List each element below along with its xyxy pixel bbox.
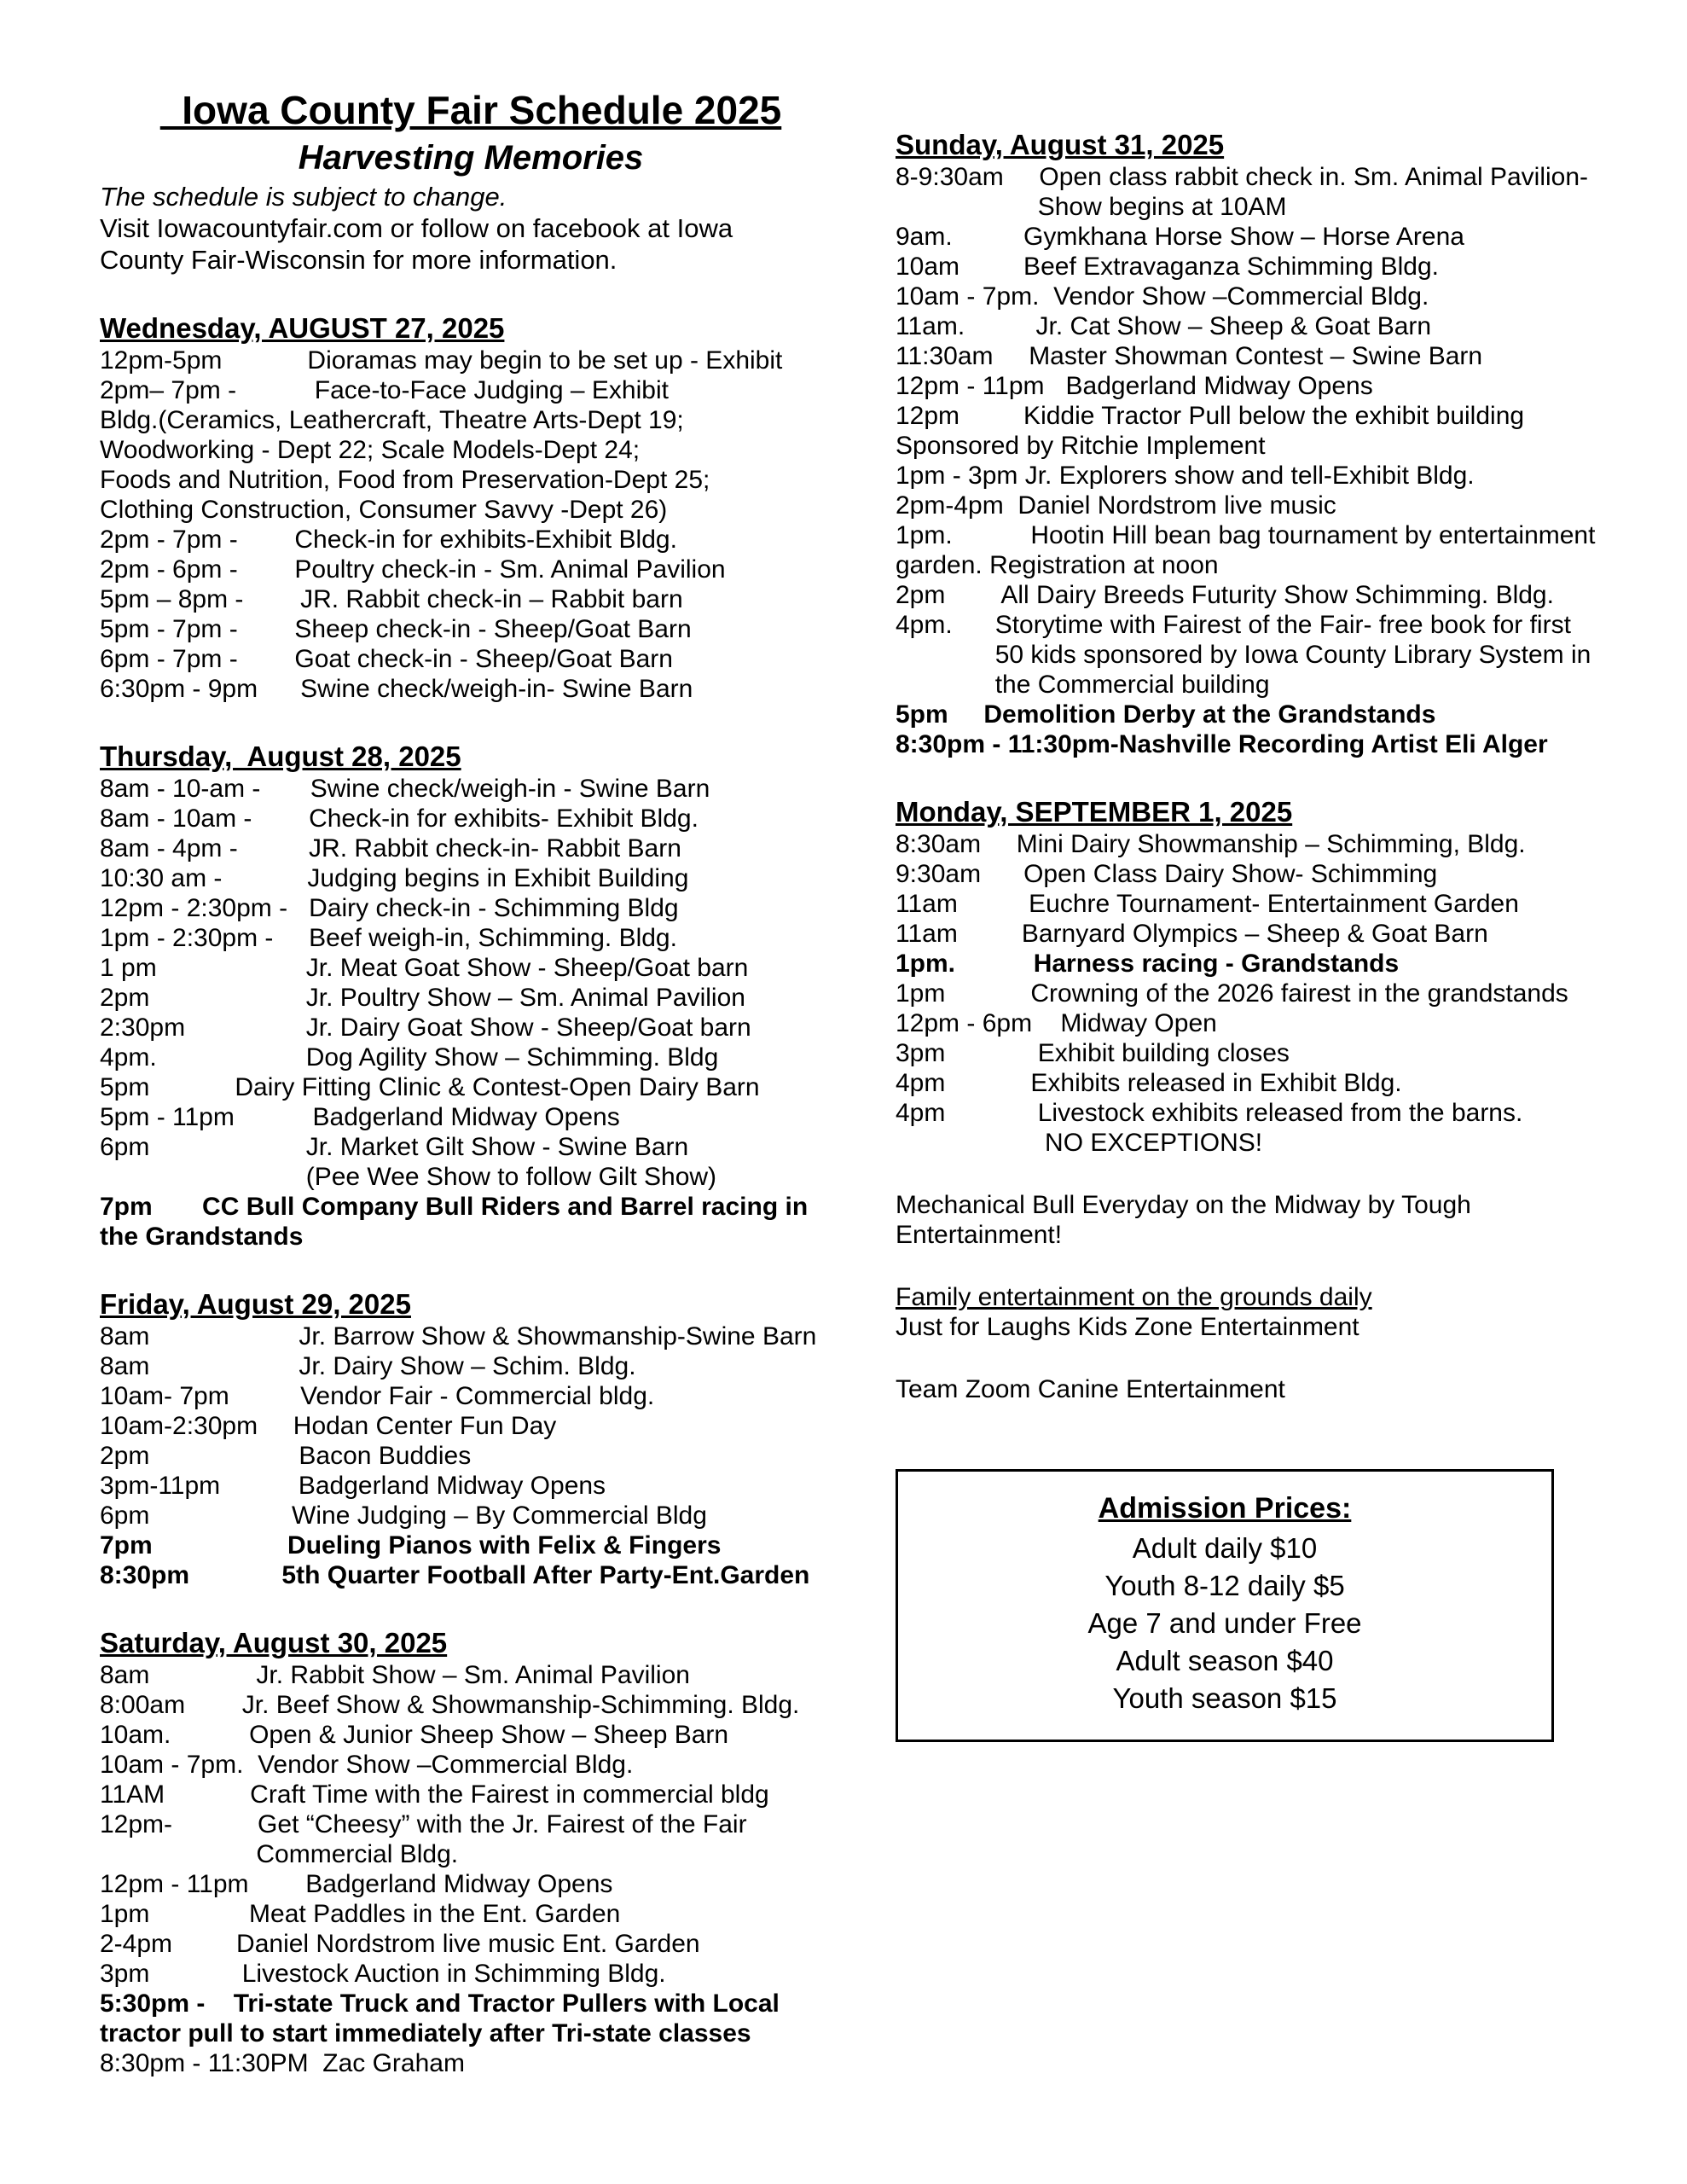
schedule-line: tractor pull to start immediately after Tri-state classes xyxy=(100,2019,751,2048)
schedule-line: 8am Jr. Dairy Show – Schim. Bldg. xyxy=(100,1352,636,1380)
schedule-line: 12pm - 11pm Badgerland Midway Opens xyxy=(896,372,1373,400)
admission-prices-title: Admission Prices: xyxy=(1098,1492,1352,1525)
schedule-line: 2pm Jr. Poultry Show – Sm. Animal Pavilion xyxy=(100,984,745,1012)
visit-info-line-2: County Fair-Wisconsin for more information. xyxy=(100,245,617,275)
monday-section xyxy=(896,795,1687,1158)
admission-price-line: Youth 8-12 daily $5 xyxy=(1104,1570,1345,1601)
schedule-line: 12pm Kiddie Tractor Pull below the exhibit building xyxy=(896,402,1525,430)
schedule-line: 3pm-11pm Badgerland Midway Opens xyxy=(100,1472,606,1500)
admission-price-line: Age 7 and under Free xyxy=(1087,1607,1362,1639)
schedule-line: 10am Beef Extravaganza Schimming Bldg. xyxy=(896,253,1439,281)
left-column xyxy=(100,85,842,2078)
document-subtitle: Harvesting Memories xyxy=(298,139,644,177)
schedule-line: Foods and Nutrition, Food from Preservation-Dept 25; xyxy=(100,466,710,494)
schedule-line: 11am Euchre Tournament- Entertainment Garden xyxy=(896,890,1519,918)
schedule-line: 3pm Exhibit building closes xyxy=(896,1039,1290,1067)
schedule-line: Woodworking - Dept 22; Scale Models-Dept 24; xyxy=(100,436,641,464)
schedule-line: 8-9:30am Open class rabbit check in. Sm. Animal Pavilion- xyxy=(896,163,1589,191)
schedule-line: 50 kids sponsored by Iowa County Library System in xyxy=(896,641,1591,669)
schedule-line: 1pm Meat Paddles in the Ent. Garden xyxy=(100,1900,621,1928)
visit-info-line-1: Visit Iowacountyfair.com or follow on facebook at Iowa xyxy=(100,213,733,243)
schedule-line: 10am-2:30pm Hodan Center Fun Day xyxy=(100,1412,557,1440)
schedule-line: 5pm Demolition Derby at the Grandstands xyxy=(896,700,1436,729)
schedule-line: the Grandstands xyxy=(100,1223,304,1251)
admission-price-list xyxy=(898,1530,1551,1717)
extra-line: Just for Laughs Kids Zone Entertainment xyxy=(896,1313,1359,1341)
schedule-line: 10am. Open & Junior Sheep Show – Sheep Barn xyxy=(100,1721,729,1749)
right-extras xyxy=(896,1190,1687,1404)
schedule-line: 1pm Crowning of the 2026 fairest in the grandstands xyxy=(896,979,1568,1008)
schedule-line: 8:30pm - 11:30PM Zac Graham xyxy=(100,2049,465,2077)
sunday-section xyxy=(896,128,1687,759)
schedule-line: 2:30pm Jr. Dairy Goat Show - Sheep/Goat barn xyxy=(100,1014,751,1042)
schedule-line: Show begins at 10AM xyxy=(896,193,1287,221)
schedule-line: 6pm Wine Judging – By Commercial Bldg xyxy=(100,1502,707,1530)
mechanical-bull-note xyxy=(896,1190,1687,1250)
schedule-line: Clothing Construction, Consumer Savvy -Dept 26) xyxy=(100,496,668,524)
schedule-line: 11:30am Master Showman Contest – Swine Barn xyxy=(896,342,1483,370)
monday-section-heading: Monday, SEPTEMBER 1, 2025 xyxy=(896,796,1293,828)
schedule-line: 5pm Dairy Fitting Clinic & Contest-Open Dairy Barn xyxy=(100,1073,760,1101)
schedule-line: 2-4pm Daniel Nordstrom live music Ent. Garden xyxy=(100,1930,700,1958)
schedule-line: garden. Registration at noon xyxy=(896,551,1219,579)
right-sections xyxy=(896,128,1687,1158)
schedule-line: 10am- 7pm Vendor Fair - Commercial bldg. xyxy=(100,1382,655,1410)
saturday-section xyxy=(100,1626,842,2078)
schedule-line: 8am Jr. Barrow Show & Showmanship-Swine Barn xyxy=(100,1322,817,1350)
schedule-line: 4pm. Storytime with Fairest of the Fair- free book for first xyxy=(896,611,1571,639)
schedule-line: 10:30 am - Judging begins in Exhibit Building xyxy=(100,864,689,892)
schedule-line: 6pm - 7pm - Goat check-in - Sheep/Goat Barn xyxy=(100,645,673,673)
schedule-line: 1pm - 3pm Jr. Explorers show and tell-Exhibit Bldg. xyxy=(896,462,1475,490)
left-sections xyxy=(100,311,842,2078)
saturday-section-heading: Saturday, August 30, 2025 xyxy=(100,1627,448,1658)
schedule-line: 5pm - 7pm - Sheep check-in - Sheep/Goat Barn xyxy=(100,615,692,643)
admission-price-line: Adult daily $10 xyxy=(1132,1532,1318,1564)
schedule-line: 12pm-5pm Dioramas may begin to be set up - Exhibit xyxy=(100,346,783,375)
schedule-line: 8am - 4pm - JR. Rabbit check-in- Rabbit Barn xyxy=(100,834,681,863)
schedule-line: 11AM Craft Time with the Fairest in commercial bldg xyxy=(100,1780,769,1809)
schedule-line: 2pm– 7pm - Face-to-Face Judging – Exhibit xyxy=(100,376,669,404)
schedule-line: the Commercial building xyxy=(896,671,1270,699)
schedule-line: 10am - 7pm. Vendor Show –Commercial Bldg. xyxy=(896,282,1429,311)
extra-line: Team Zoom Canine Entertainment xyxy=(896,1375,1285,1403)
thursday-section xyxy=(100,740,842,1252)
schedule-line: 12pm - 11pm Badgerland Midway Opens xyxy=(100,1870,613,1898)
admission-prices-box xyxy=(896,1469,1554,1742)
extra-line: Family entertainment on the grounds daily xyxy=(896,1283,1372,1311)
friday-section-heading: Friday, August 29, 2025 xyxy=(100,1288,411,1320)
wednesday-section-heading: Wednesday, AUGUST 27, 2025 xyxy=(100,312,505,344)
schedule-line: 8:30am Mini Dairy Showmanship – Schimming, Bldg. xyxy=(896,830,1526,858)
schedule-line: 2pm - 6pm - Poultry check-in - Sm. Animal Pavilion xyxy=(100,555,726,584)
team-zoom-note xyxy=(896,1374,1687,1404)
schedule-line: 11am Barnyard Olympics – Sheep & Goat Barn xyxy=(896,920,1488,948)
schedule-line: 5pm - 11pm Badgerland Midway Opens xyxy=(100,1103,620,1131)
schedule-line: 8am - 10-am - Swine check/weigh-in - Swine Barn xyxy=(100,775,710,803)
wednesday-section xyxy=(100,311,842,704)
schedule-line: 1pm. Hootin Hill bean bag tournament by entertainment xyxy=(896,521,1596,549)
schedule-line: 2pm - 7pm - Check-in for exhibits-Exhibit Bldg. xyxy=(100,526,677,554)
schedule-line: 12pm - 6pm Midway Open xyxy=(896,1009,1217,1037)
schedule-line: 1pm - 2:30pm - Beef weigh-in, Schimming. Bldg. xyxy=(100,924,677,952)
schedule-line: (Pee Wee Show to follow Gilt Show) xyxy=(100,1163,717,1191)
schedule-line: 8:30pm 5th Quarter Football After Party-Ent.Garden xyxy=(100,1561,810,1589)
schedule-line: 5pm – 8pm - JR. Rabbit check-in – Rabbit barn xyxy=(100,585,683,613)
schedule-line: 10am - 7pm. Vendor Show –Commercial Bldg. xyxy=(100,1751,634,1779)
right-column xyxy=(896,128,1687,1742)
schedule-line: 8:30pm - 11:30pm-Nashville Recording Artist Eli Alger xyxy=(896,730,1548,758)
schedule-line: 7pm Dueling Pianos with Felix & Fingers xyxy=(100,1531,722,1560)
schedule-line: 4pm Exhibits released in Exhibit Bldg. xyxy=(896,1069,1402,1097)
schedule-line: Bldg.(Ceramics, Leathercraft, Theatre Arts-Dept 19; xyxy=(100,406,684,434)
schedule-line: 4pm. Dog Agility Show – Schimming. Bldg xyxy=(100,1043,719,1072)
schedule-line: 5:30pm - Tri-state Truck and Tractor Pullers with Local xyxy=(100,1989,780,2018)
admission-price-line: Youth season $15 xyxy=(1112,1682,1337,1714)
extra-line: Entertainment! xyxy=(896,1221,1063,1249)
schedule-line: 8:00am Jr. Beef Show & Showmanship-Schimming. Bldg. xyxy=(100,1691,800,1719)
admission-price-line: Adult season $40 xyxy=(1116,1645,1334,1676)
schedule-line: 11am. Jr. Cat Show – Sheep & Goat Barn xyxy=(896,312,1432,340)
schedule-line: 4pm Livestock exhibits released from the barns. xyxy=(896,1099,1523,1127)
extra-line: Mechanical Bull Everyday on the Midway by Tough xyxy=(896,1191,1471,1219)
document-title: Iowa County Fair Schedule 2025 xyxy=(159,88,782,132)
schedule-line: 2pm-4pm Daniel Nordstrom live music xyxy=(896,491,1336,520)
schedule-line: 7pm CC Bull Company Bull Riders and Barrel racing in xyxy=(100,1193,809,1221)
schedule-line: Commercial Bldg. xyxy=(100,1840,459,1868)
schedule-line: 12pm- Get “Cheesy” with the Jr. Fairest of the Fair xyxy=(100,1810,747,1838)
schedule-line: 3pm Livestock Auction in Schimming Bldg. xyxy=(100,1960,666,1988)
schedule-line: 12pm - 2:30pm - Dairy check-in - Schimming Bldg xyxy=(100,894,679,922)
schedule-line: 8am Jr. Rabbit Show – Sm. Animal Pavilion xyxy=(100,1661,690,1689)
schedule-line: NO EXCEPTIONS! xyxy=(896,1129,1263,1157)
sunday-section-heading: Sunday, August 31, 2025 xyxy=(896,129,1225,160)
schedule-line: 2pm All Dairy Breeds Futurity Show Schimming. Bldg. xyxy=(896,581,1554,609)
schedule-line: 6:30pm - 9pm Swine check/weigh-in- Swine Barn xyxy=(100,675,693,703)
schedule-line: 1 pm Jr. Meat Goat Show - Sheep/Goat barn xyxy=(100,954,749,982)
schedule-line: 9am. Gymkhana Horse Show – Horse Arena xyxy=(896,223,1464,251)
thursday-section-heading: Thursday, August 28, 2025 xyxy=(100,741,461,772)
schedule-line: Sponsored by Ritchie Implement xyxy=(896,432,1266,460)
schedule-line: 6pm Jr. Market Gilt Show - Swine Barn xyxy=(100,1133,689,1161)
subject-to-change-note: The schedule is subject to change. xyxy=(100,182,507,212)
friday-section xyxy=(100,1287,842,1590)
schedule-line: 8am - 10am - Check-in for exhibits- Exhibit Bldg. xyxy=(100,804,699,833)
family-entertainment-note xyxy=(896,1282,1687,1342)
schedule-line: 9:30am Open Class Dairy Show- Schimming xyxy=(896,860,1438,888)
schedule-line: 1pm. Harness racing - Grandstands xyxy=(896,950,1400,978)
schedule-line: 2pm Bacon Buddies xyxy=(100,1442,472,1470)
